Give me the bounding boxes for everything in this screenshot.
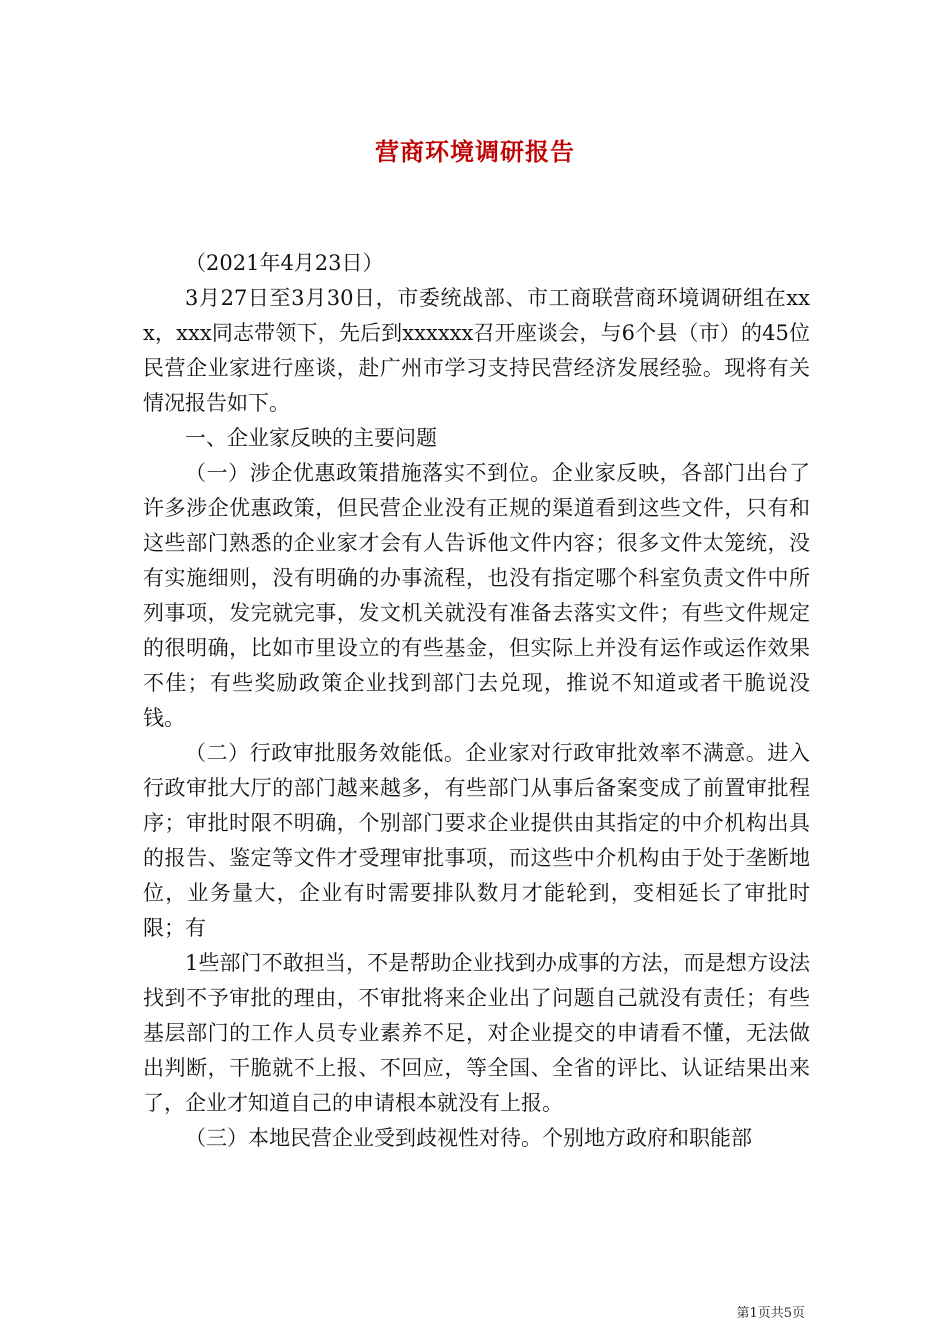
intro-paragraph: 3月27日至3月30日，市委统战部、市工商联营商环境调研组在xxx，xxx同志带领下，先后到xxxxxx召开座谈会，与6个县（市）的45位民营企业家进行座谈，赴广州市学习支持民营经济发展经验。现将有关情况报告如下。: [143, 286, 810, 415]
paragraph-approval-continued: 1些部门不敢担当，不是帮助企业找到办成事的方法，而是想方设法找到不予审批的理由，不审批将来企业出了问题自己就没有责任；有些基层部门的工作人员专业素养不足，对企业提交的申请看不懂，无法做出判断，干脆就不上报、不回应，等全国、全省的评比、认证结果出来了，企业才知道自己的申请根本就没有上报。: [143, 951, 810, 1115]
page-number: 第1页共5页: [736, 1306, 805, 1321]
date-line: （2021年4月23日）: [185, 251, 384, 275]
section-heading: 一、企业家反映的主要问题: [185, 426, 437, 450]
document-title: 营商环境调研报告: [375, 137, 575, 166]
document-body: [143, 246, 810, 1156]
paragraph-discrimination: （三）本地民营企业受到歧视性对待。个别地方政府和职能部: [185, 1126, 752, 1150]
paragraph-policy: （一）涉企优惠政策措施落实不到位。企业家反映，各部门出台了许多涉企优惠政策，但民营企业没有正规的渠道看到这些文件，只有和这些部门熟悉的企业家才会有人告诉他文件内容；很多文件太笼统，没有实施细则，没有明确的办事流程，也没有指定哪个科室负责文件中所列事项，发完就完事，发文机关就没有准备去落实文件；有些文件规定的很明确，比如市里设立的有些基金，但实际上并没有运作或运作效果不佳；有些奖励政策企业找到部门去兑现，推说不知道或者干脆说没钱。: [143, 461, 810, 730]
paragraph-approval: （二）行政审批服务效能低。企业家对行政审批效率不满意。进入行政审批大厅的部门越来越多，有些部门从事后备案变成了前置审批程序；审批时限不明确，个别部门要求企业提供由其指定的中介机构出具的报告、鉴定等文件才受理审批事项，而这些中介机构由于处于垄断地位，业务量大，企业有时需要排队数月才能轮到，变相延长了审批时限；有: [143, 741, 810, 940]
